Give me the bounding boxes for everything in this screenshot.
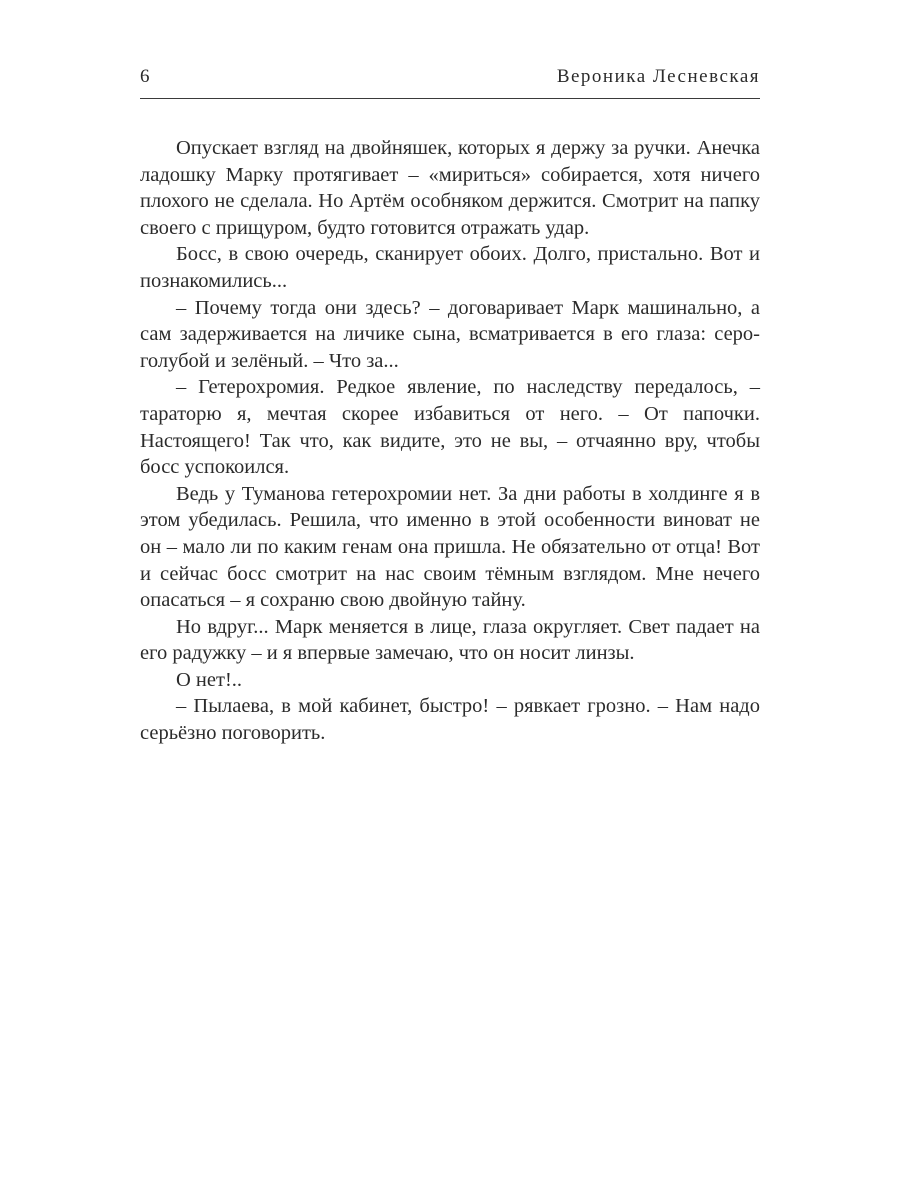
paragraph: – Пылаева, в мой кабинет, быстро! – рявкает грозно. – Нам надо серьёзно поговорить.: [140, 695, 760, 745]
paragraph: О нет!..: [176, 668, 243, 691]
paragraph: Босс, в свою очередь, сканирует обоих. Долго, пристально. Вот и познакомились...: [140, 243, 760, 292]
page-header: [140, 66, 760, 88]
paragraph: Но вдруг... Марк меняется в лице, глаза округляет. Свет падает на его радужку – и я впервые замечаю, что он носит линзы.: [140, 615, 760, 665]
paragraph: Опускает взгляд на двойняшек, которых я держу за ручки. Анечка ладошку Марку протягивает – «мириться» собирается, хотя ничего плохого не сделала. Но Артём особняком держится. Смотрит на папку своего с прищуром, будто готовится отражать удар.: [140, 137, 760, 239]
page-number: 6: [140, 66, 150, 87]
running-head-author: Вероника Лесневская: [556, 66, 760, 87]
paragraph: – Гетерохромия. Редкое явление, по наследству передалось, – тараторю я, мечтая скорее избавиться от него. – От папочки. Настоящего! Так что, как видите, это не вы, – отчаянно вру, чтобы босс успокоился.: [140, 376, 760, 479]
body-text: [140, 135, 760, 747]
header-rule: [140, 98, 760, 99]
paragraph: – Почему тогда они здесь? – договаривает Марк машинально, а сам задерживается на личике сына, всматривается в его глаза: серо-голубой и зелёный. – Что за...: [140, 296, 760, 372]
paragraph: Ведь у Туманова гетерохромии нет. За дни работы в холдинге я в этом убедилась. Решила, что именно в этой особенности виноват не он – мало ли по каким генам она пришла. Не обязательно от отца! Вот и сейчас босс смотрит на нас своим тёмным взглядом. Мне нечего опасаться – я сохраню свою двойную тайну.: [140, 482, 760, 612]
